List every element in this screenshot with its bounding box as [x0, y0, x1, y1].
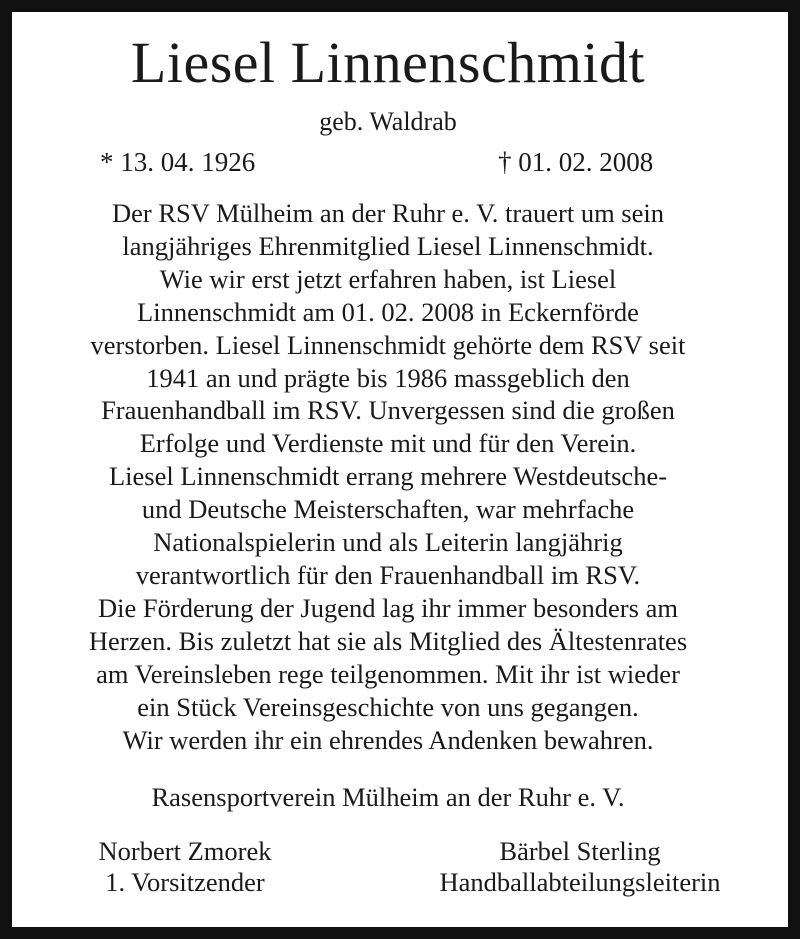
text-line: Der RSV Mülheim an der Ruhr e. V. trauert um sein — [111, 198, 664, 228]
text-line: Nationalspielerin und als Leiterin langjährig — [153, 527, 623, 558]
text-line: verstorben. Liesel Linnenschmidt gehörte dem RSV seit — [90, 329, 686, 360]
text-line: Herzen. Bis zuletzt hat sie als Mitglied des Ältestenrates — [88, 625, 688, 656]
text-line: verantwortlich für den Frauenhandball im RSV. — [135, 559, 641, 590]
text-line: am Vereinsleben rege teilgenommen. Mit ihr ist wieder — [96, 658, 680, 689]
text-line: Linnenschmidt am 01. 02. 2008 in Eckernförde — [137, 296, 639, 327]
text-line: und Deutsche Meisterschaften, war mehrfache — [141, 494, 635, 525]
text-line: 1941 an und prägte bis 1986 massgeblich den — [146, 362, 630, 393]
obituary-text — [0, 197, 776, 756]
text-line: Wie wir erst jetzt erfahren haben, ist Liesel — [159, 263, 617, 294]
signatory-role: Handballabteilungsleiterin — [439, 867, 721, 897]
club-name: Rasensportverein Mülheim an der Ruhr e. V. — [151, 782, 625, 812]
signatory-name: Bärbel Sterling — [499, 836, 661, 866]
text-line: langjähriges Ehrenmitglied Liesel Linnenschmidt. — [122, 230, 654, 261]
maiden-name: geb. Waldrab — [319, 107, 457, 136]
death-date: † 01. 02. 2008 — [498, 147, 654, 177]
text-line: Frauenhandball im RSV. Unvergessen sind die großen — [101, 395, 675, 426]
birth-date: * 13. 04. 1926 — [100, 147, 256, 177]
signatory-role: 1. Vorsitzender — [105, 867, 265, 897]
deceased-name: Liesel Linnenschmidt — [130, 30, 646, 95]
signature-block-handball-lead — [410, 836, 750, 898]
signatory-name: Norbert Zmorek — [98, 836, 272, 866]
text-line: Liesel Linnenschmidt errang mehrere Westdeutsche- — [108, 461, 668, 492]
text-line: Die Förderung der Jugend lag ihr immer besonders am — [98, 592, 678, 623]
signature-block-chairman — [40, 836, 330, 898]
text-line: ein Stück Vereinsgeschichte von uns gegangen. — [137, 691, 639, 722]
text-line: Wir werden ihr ein ehrendes Andenken bewahren. — [122, 724, 654, 755]
text-line: Erfolge und Verdienste mit und für den Verein. — [139, 428, 637, 459]
